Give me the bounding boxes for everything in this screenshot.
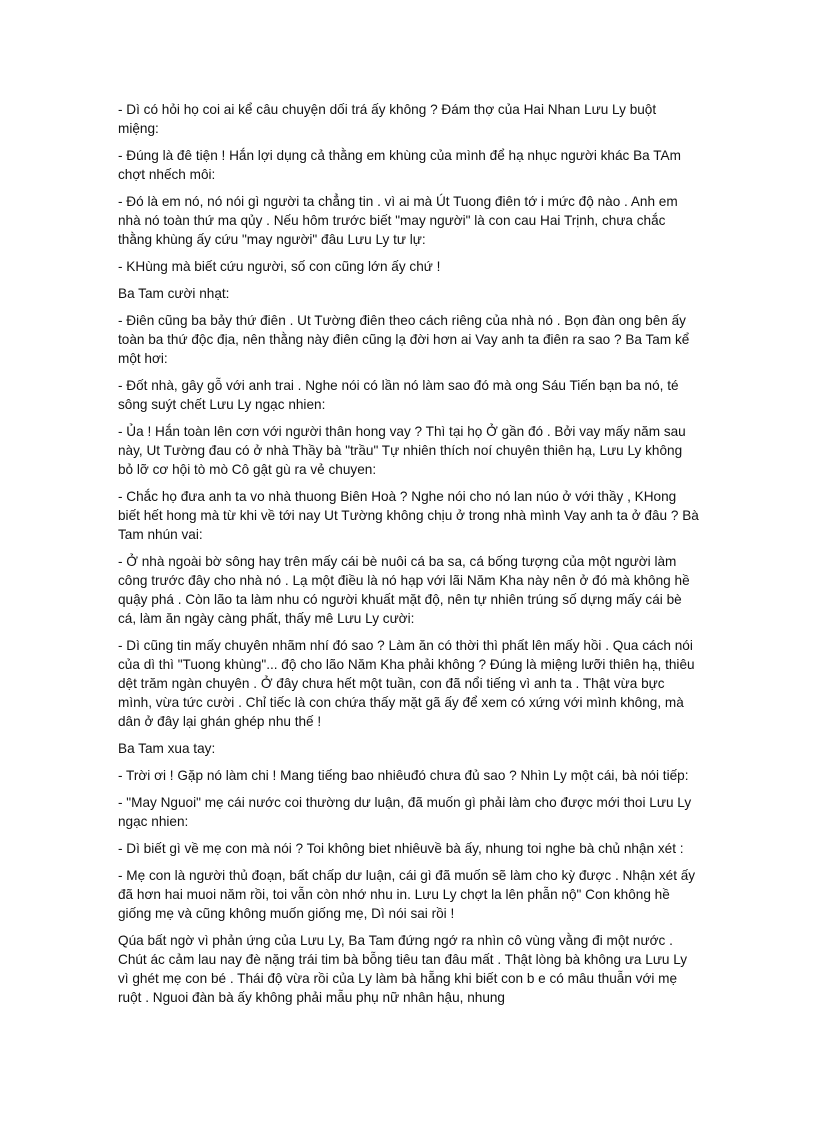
paragraph-15: - Dì biết gì về mẹ con mà nói ? Toi không biet nhiêuvề bà ấy, nhung toi nghe bà chủ nhận xét : (118, 841, 684, 856)
paragraph-12: Ba Tam xua tay: (118, 741, 216, 756)
paragraph-8: - Ủa ! Hắn toàn lên cơn với người thân hong vay ? Thì tại họ Ở gần đó . Bởi vay mấy năm sau này, Ut Tường đau có ở nhà Thầy bà "trầu" Tự nhiên thích noí chuyên thiên hạ, Lưu Ly không bỏ lỡ cơ hội tò mò Cô gật gù ra vẻ chuyen: (118, 424, 686, 477)
paragraph-5: Ba Tam cười nhạt: (118, 286, 230, 301)
paragraph-13: - Trời ơi ! Gặp nó làm chi ! Mang tiếng bao nhiêuđó chưa đủ sao ? Nhìn Ly một cái, bà nói tiếp: (118, 768, 689, 783)
paragraph-11: - Dì cũng tin mấy chuyên nhãm nhí đó sao ? Làm ăn có thời thì phất lên mấy hồi . Qua cách nói của dì thì "Tuong khùng"... độ cho lão Năm Kha phải không ? Đúng là miệng lưỡi thiên hạ, thiêu dệt trăm ngàn chuyên . Ở đây chưa hết một tuần, con đã nổi tiếng vì anh ta . Thật vừa bực mình, vừa tức cười . Chỉ tiếc là con chứa thấy mặt gã ấy để xem có xứng với mình không, mà dân ở đây lại ghán ghép nhu thế ! (118, 638, 695, 729)
paragraph-10: - Ở nhà ngoài bờ sông hay trên mấy cái bè nuôi cá ba sa, cá bống tượng của một người làm công trước đây cho nhà nó . Lạ một điều là nó hạp với lãi Năm Kha này nên ở đó mà không hề quậy phá . Còn lão ta làm nhu có người khuất mặt độ, nên tự nhiên trúng số dựng mấy cái bè cá, làm ăn ngày càng phất, thấy mê Lưu Ly cười: (118, 554, 690, 626)
paragraph-1: - Dì có hỏi họ coi ai kể câu chuyện dối trá ấy không ? Đám thợ của Hai Nhan Lưu Ly buột miệng: (118, 102, 657, 136)
paragraph-7: - Đốt nhà, gây gỗ với anh trai . Nghe nói có lần nó làm sao đó mà ong Sáu Tiến bạn ba nó, té sông suýt chết Lưu Ly ngạc nhien: (118, 378, 679, 412)
paragraph-14: - "May Nguoi" mẹ cái nước coi thường dư luận, đã muốn gì phải làm cho được mới thoi Lưu Ly ngạc nhien: (118, 795, 692, 829)
paragraph-4: - KHùng mà biết cứu người, số con cũng lớn ấy chứ ! (118, 259, 441, 274)
paragraph-9: - Chắc họ đưa anh ta vo nhà thuong Biên Hoà ? Nghe nói cho nó lan núo ở với thầy , KHong biết hết hong mà từ khi về tới nay Ut Tường không chịu ở trong nhà mình Vay anh ta ở đâu ? Bà Tam nhún vai: (118, 489, 699, 542)
paragraph-3: - Đó là em nó, nó nói gì người ta chẳng tin . vì ai mà Út Tuong điên tớ i mức độ nào . Anh em nhà nó toàn thứ ma qủy . Nếu hôm trước biết "may người" là con cau Hai Trịnh, chưa chắc thằng khùng ấy cứu "may người" đâu Lưu Ly tư lự: (118, 194, 678, 247)
paragraph-17: Qúa bất ngờ vì phản ứng của Lưu Ly, Ba Tam đứng ngớ ra nhìn cô vùng vằng đi một nước . Chút ác cảm lau nay đè nặng trái tim bà bỗng tiêu tan đâu mất . Thật lòng bà không ưa Lưu Ly vì ghét mẹ con bé . Thái độ vừa rồi của Ly làm bà hẵng khi biết con b e có mâu thuẫn với mẹ ruột . Nguoi đàn bà ấy không phải mẫu phụ nữ nhân hậu, nhung (118, 933, 688, 1005)
paragraph-6: - Điên cũng ba bảy thứ điên . Ut Tường điên theo cách riêng của nhà nó . Bọn đàn ong bên ấy toàn ba thứ độc địa, nên thằng này điên cũng lạ đời hơn ai Vay anh ta điên ra sao ? Ba Tam kể một hơi: (118, 313, 690, 366)
paragraph-16: - Mẹ con là người thủ đoạn, bất chấp dư luận, cái gì đã muốn sẽ làm cho kỳ được . Nhận xét ấy đã hơn hai muoi năm rồi, toi vẫn còn nhớ nhu in. Lưu Ly chợt la lên phẫn nộ" Con không hề giống mẹ và cũng không muốn giống mẹ, Dì nói sai rồi ! (118, 868, 696, 921)
paragraph-2: - Đúng là đê tiện ! Hắn lợi dụng cả thằng em khùng của mình để hạ nhục người khác Ba TAm chợt nhếch môi: (118, 148, 681, 182)
document-page (118, 100, 700, 1015)
